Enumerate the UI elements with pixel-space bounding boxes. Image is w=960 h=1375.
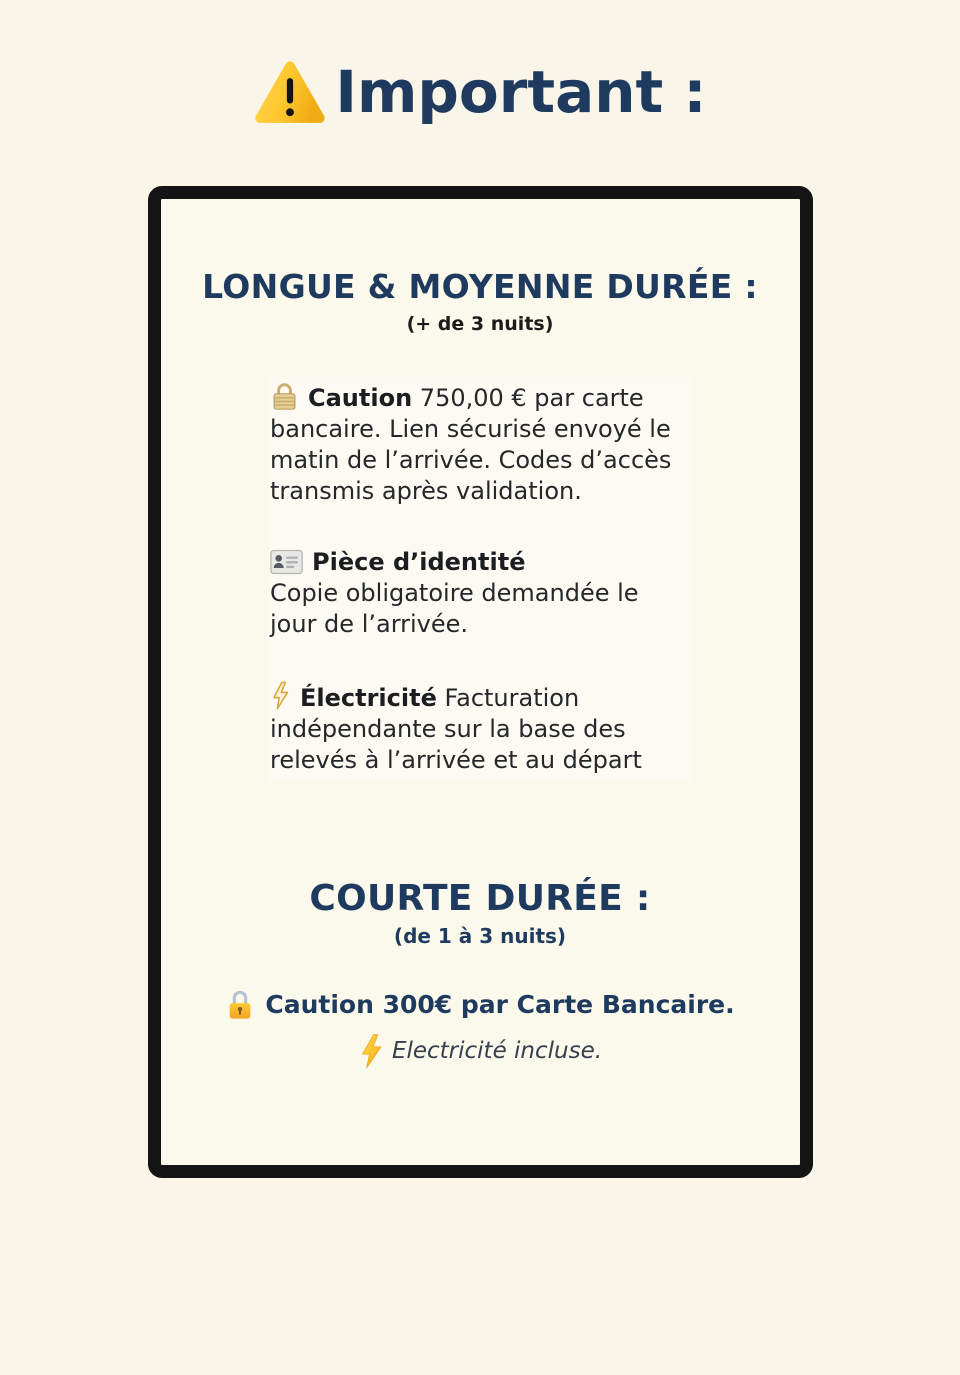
info-card	[148, 186, 813, 1178]
lightning-outline-icon	[270, 680, 291, 711]
long-stay-heading: LONGUE & MOYENNE DURÉE :	[202, 267, 758, 306]
id-card-icon	[270, 549, 303, 575]
item-text: 750,00 € par carte bancaire. Lien sécurisé envoyé le matin de l’arrivée. Codes d’accès transmis après validation.	[270, 384, 672, 505]
lightning-bolt-icon	[358, 1033, 385, 1069]
list-item-electricity	[270, 680, 690, 776]
long-stay-subheading: (+ de 3 nuits)	[406, 313, 554, 335]
item-label: Pièce d’identité	[312, 548, 526, 576]
item-label: Caution	[308, 384, 413, 412]
item-text: Facturation indépendante sur la base des relevés à l’arrivée et au départ	[270, 684, 642, 774]
electricity-included-text: Electricité incluse.	[391, 1038, 603, 1064]
short-stay-caution-line	[225, 988, 734, 1021]
item-label: Électricité	[300, 684, 437, 712]
list-item-identity	[270, 547, 690, 640]
item-text: Copie obligatoire demandée le jour de l’arrivée.	[270, 579, 639, 638]
long-stay-items	[268, 377, 692, 780]
lock-gold-icon	[225, 988, 255, 1021]
short-stay-caution-text: Caution 300€ par Carte Bancaire.	[265, 990, 735, 1019]
warning-triangle-icon	[253, 58, 327, 126]
page-title: Important :	[335, 58, 707, 126]
short-stay-subheading: (de 1 à 3 nuits)	[393, 924, 567, 948]
electricity-included-line	[358, 1033, 602, 1069]
short-stay-heading: COURTE DURÉE :	[309, 878, 651, 919]
page-title-row	[0, 58, 960, 126]
list-item-caution	[270, 381, 690, 507]
padlock-gold-icon	[270, 381, 299, 411]
